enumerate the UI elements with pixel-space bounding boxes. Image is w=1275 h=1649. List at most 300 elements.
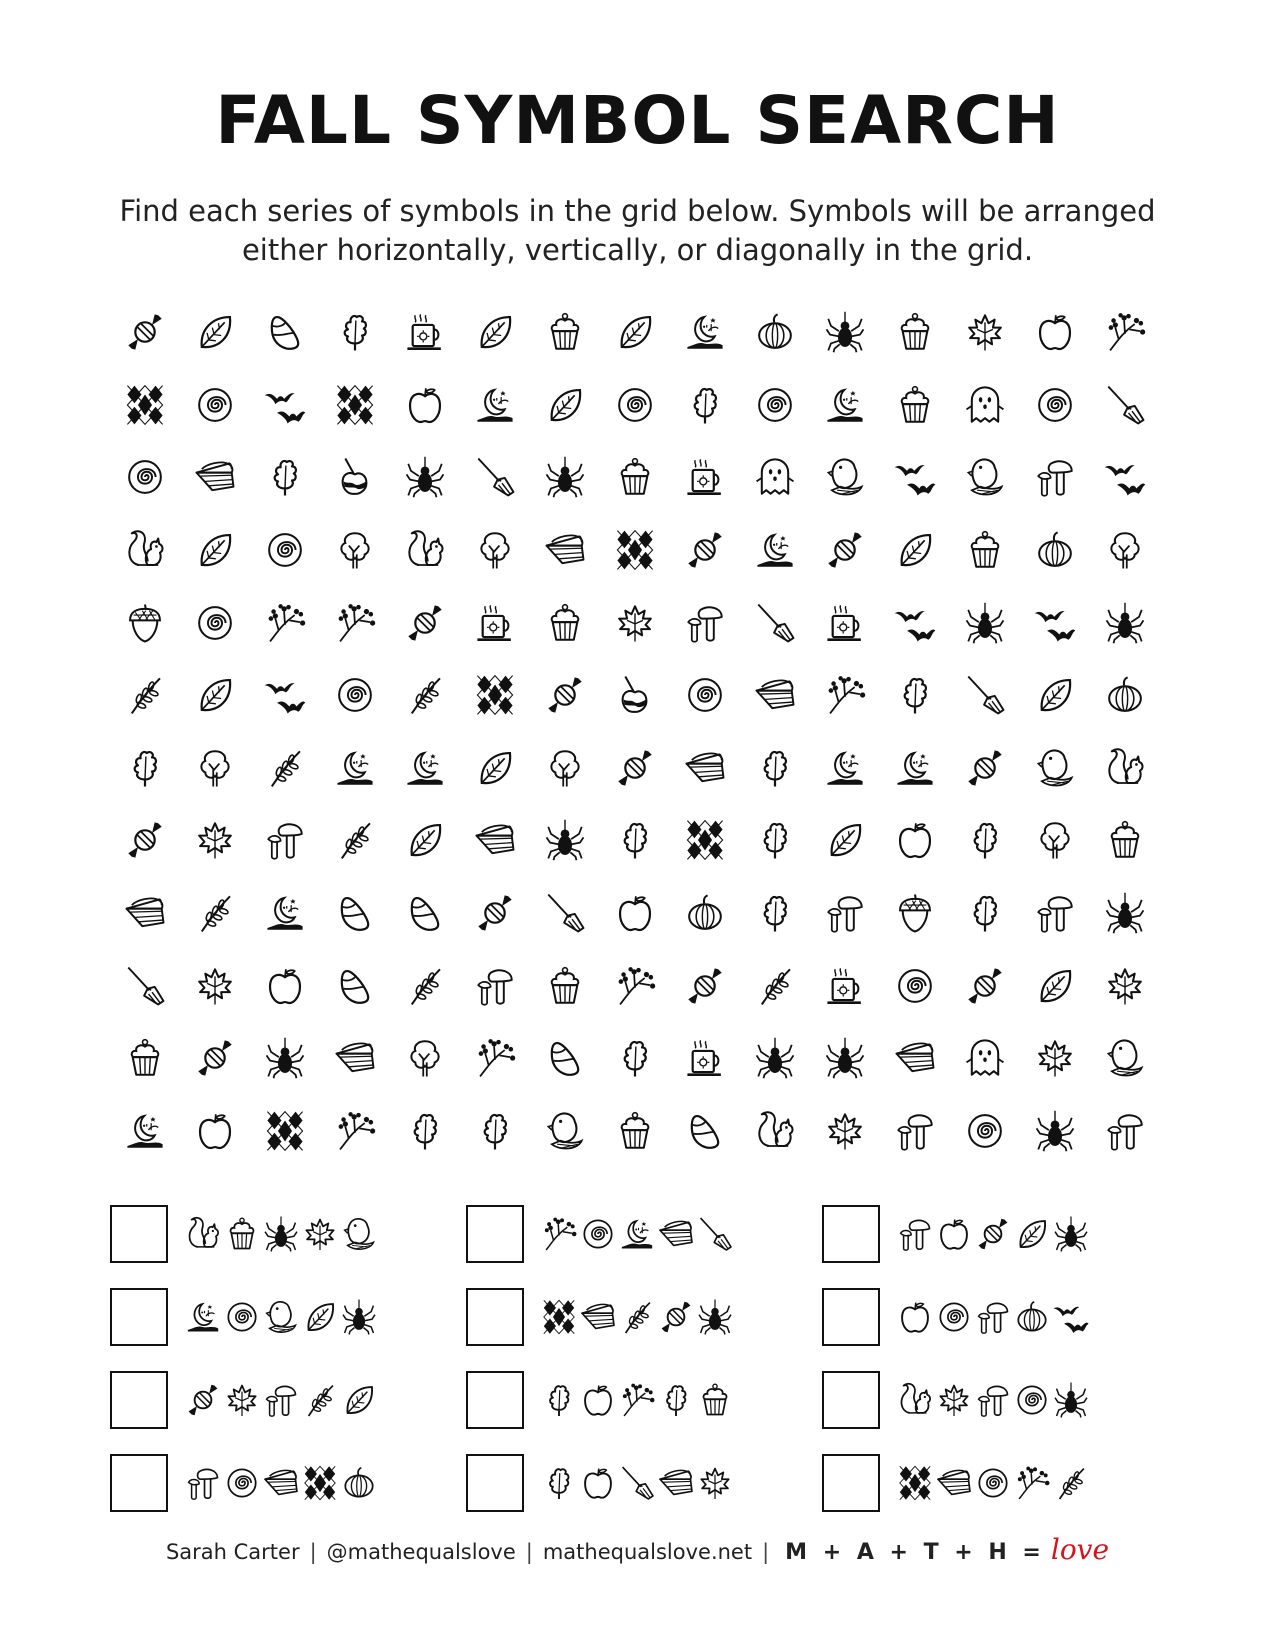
- broom-icon: [618, 1464, 656, 1502]
- grid-cell: [320, 659, 390, 732]
- instructions: Find each series of symbols in the grid below. Symbols will be arranged either horizontally, vertically, or diagonally in the grid.: [119, 194, 1156, 267]
- oakleaf-icon: [753, 818, 797, 862]
- grid-cell: [250, 369, 320, 442]
- spider-icon: [1052, 1381, 1090, 1419]
- search-task: [822, 1441, 1178, 1524]
- leaf-icon: [823, 818, 867, 862]
- cupcake-icon: [543, 964, 587, 1008]
- grid-cell: [460, 732, 530, 805]
- apple-icon: [263, 964, 307, 1008]
- grid-cell: [460, 441, 530, 514]
- mushroom-icon: [184, 1464, 222, 1502]
- grid-cell: [740, 586, 810, 659]
- grid-cell: [180, 296, 250, 369]
- grid-cell: [950, 877, 1020, 950]
- grid-cell: [740, 949, 810, 1022]
- grid-cell: [1020, 1022, 1090, 1095]
- symbol-sequence: [540, 1381, 735, 1419]
- swirl-icon: [683, 673, 727, 717]
- oakleaf-icon: [683, 383, 727, 427]
- grid-cell: [250, 949, 320, 1022]
- swirl-icon: [333, 673, 377, 717]
- grid-cell: [1090, 1095, 1160, 1168]
- grid-cell: [250, 514, 320, 587]
- candy-icon: [123, 818, 167, 862]
- broom-icon: [963, 673, 1007, 717]
- berries-icon: [333, 1109, 377, 1153]
- grid-cell: [950, 1022, 1020, 1095]
- spider-icon: [823, 310, 867, 354]
- mushroom-icon: [823, 891, 867, 935]
- oakleaf-icon: [963, 891, 1007, 935]
- grid-cell: [740, 877, 810, 950]
- mug-icon: [683, 1036, 727, 1080]
- grid-cell: [460, 659, 530, 732]
- search-task: [466, 1192, 822, 1275]
- candy-icon: [543, 673, 587, 717]
- oakleaf-icon: [473, 1109, 517, 1153]
- candy-icon: [963, 964, 1007, 1008]
- grid-cell: [810, 441, 880, 514]
- candycorn-icon: [333, 891, 377, 935]
- grid-cell: [530, 949, 600, 1022]
- oakleaf-icon: [753, 891, 797, 935]
- grid-cell: [320, 441, 390, 514]
- grid-cell: [460, 1022, 530, 1095]
- grid-cell: [390, 441, 460, 514]
- spider-icon: [543, 455, 587, 499]
- pumpkin-icon: [753, 310, 797, 354]
- bats-icon: [263, 383, 307, 427]
- grid-cell: [600, 1095, 670, 1168]
- bats-icon: [893, 601, 937, 645]
- grid-cell: [390, 732, 460, 805]
- task-checkbox[interactable]: [466, 1288, 524, 1346]
- argyle-icon: [540, 1298, 578, 1336]
- grid-cell: [250, 441, 320, 514]
- cupcake-icon: [696, 1381, 734, 1419]
- grid-cell: [180, 1095, 250, 1168]
- mushroom-icon: [974, 1298, 1012, 1336]
- task-checkbox[interactable]: [110, 1205, 168, 1263]
- grid-cell: [390, 296, 460, 369]
- maple-icon: [613, 601, 657, 645]
- apple-icon: [613, 891, 657, 935]
- symbol-sequence: [896, 1381, 1091, 1419]
- maple-icon: [193, 964, 237, 1008]
- apple-icon: [893, 818, 937, 862]
- mushroom-icon: [683, 601, 727, 645]
- grid-cell: [1020, 514, 1090, 587]
- grid-cell: [600, 296, 670, 369]
- leaf-icon: [543, 383, 587, 427]
- moon-icon: [333, 746, 377, 790]
- grid-cell: [600, 586, 670, 659]
- grid-cell: [460, 877, 530, 950]
- grid-cell: [670, 1095, 740, 1168]
- cupcake-icon: [543, 601, 587, 645]
- ghost-icon: [963, 1036, 1007, 1080]
- task-checkbox[interactable]: [466, 1371, 524, 1429]
- beaver-icon: [1103, 1036, 1147, 1080]
- grid-cell: [810, 514, 880, 587]
- grid-cell: [320, 514, 390, 587]
- candy-icon: [683, 528, 727, 572]
- swirl-icon: [963, 1109, 1007, 1153]
- symbol-sequence: [184, 1381, 379, 1419]
- symbol-sequence: [184, 1215, 379, 1253]
- task-checkbox[interactable]: [110, 1371, 168, 1429]
- search-task: [822, 1358, 1178, 1441]
- oakleaf-icon: [893, 673, 937, 717]
- swirl-icon: [1033, 383, 1077, 427]
- grid-cell: [950, 804, 1020, 877]
- grid-cell: [180, 441, 250, 514]
- grid-cell: [670, 441, 740, 514]
- symbol-grid: [110, 296, 1160, 1167]
- spider-icon: [753, 1036, 797, 1080]
- separator: |: [525, 1540, 533, 1564]
- grid-cell: [670, 877, 740, 950]
- grid-cell: [740, 514, 810, 587]
- candy-icon: [963, 746, 1007, 790]
- grid-cell: [460, 1095, 530, 1168]
- mushroom-icon: [1033, 891, 1077, 935]
- berries-icon: [540, 1215, 578, 1253]
- candycorn-icon: [403, 891, 447, 935]
- grid-cell: [110, 949, 180, 1022]
- grid-cell: [810, 877, 880, 950]
- grid-cell: [110, 732, 180, 805]
- grid-cell: [320, 369, 390, 442]
- candy-icon: [613, 746, 657, 790]
- grid-cell: [110, 441, 180, 514]
- squirrel-icon: [123, 528, 167, 572]
- candycorn-icon: [333, 964, 377, 1008]
- grid-cell: [250, 1022, 320, 1095]
- grid-cell: [320, 732, 390, 805]
- grid-cell: [880, 369, 950, 442]
- grid-cell: [670, 949, 740, 1022]
- grid-cell: [810, 949, 880, 1022]
- swirl-icon: [193, 383, 237, 427]
- spider-icon: [340, 1298, 378, 1336]
- search-task: [822, 1192, 1178, 1275]
- grid-cell: [880, 804, 950, 877]
- pie-icon: [657, 1215, 695, 1253]
- grid-cell: [740, 1022, 810, 1095]
- grid-cell: [600, 441, 670, 514]
- broom-icon: [543, 891, 587, 935]
- apple-icon: [403, 383, 447, 427]
- spider-icon: [1052, 1215, 1090, 1253]
- berries-icon: [1013, 1464, 1051, 1502]
- apple-icon: [579, 1464, 617, 1502]
- grid-cell: [670, 369, 740, 442]
- grid-cell: [530, 514, 600, 587]
- grid-cell: [110, 1095, 180, 1168]
- mushroom-icon: [263, 818, 307, 862]
- cupcake-icon: [613, 1109, 657, 1153]
- grid-cell: [950, 1095, 1020, 1168]
- grid-cell: [180, 1022, 250, 1095]
- grid-cell: [110, 586, 180, 659]
- fern-icon: [618, 1298, 656, 1336]
- grid-cell: [530, 732, 600, 805]
- berries-icon: [333, 601, 377, 645]
- grid-cell: [110, 659, 180, 732]
- fern-icon: [193, 891, 237, 935]
- task-checkbox[interactable]: [822, 1288, 880, 1346]
- grid-cell: [320, 877, 390, 950]
- spider-icon: [262, 1215, 300, 1253]
- candycorn-icon: [543, 1036, 587, 1080]
- maple-icon: [823, 1109, 867, 1153]
- grid-cell: [810, 804, 880, 877]
- grid-cell: [880, 1022, 950, 1095]
- leaf-icon: [473, 746, 517, 790]
- beaver-icon: [1033, 746, 1077, 790]
- candy-icon: [657, 1298, 695, 1336]
- tree-icon: [403, 1036, 447, 1080]
- grid-cell: [180, 732, 250, 805]
- task-checkbox[interactable]: [110, 1454, 168, 1512]
- search-task: [466, 1441, 822, 1524]
- moon-icon: [403, 746, 447, 790]
- mug-icon: [683, 455, 727, 499]
- argyle-icon: [263, 1109, 307, 1153]
- grid-cell: [810, 1022, 880, 1095]
- broom-icon: [1103, 383, 1147, 427]
- grid-cell: [460, 586, 530, 659]
- candy-icon: [184, 1381, 222, 1419]
- task-checkbox[interactable]: [110, 1288, 168, 1346]
- grid-cell: [110, 514, 180, 587]
- grid-cell: [880, 659, 950, 732]
- cupcake-icon: [123, 1036, 167, 1080]
- grid-cell: [250, 1095, 320, 1168]
- grid-cell: [530, 296, 600, 369]
- grid-cell: [320, 1022, 390, 1095]
- broom-icon: [123, 964, 167, 1008]
- grid-cell: [880, 586, 950, 659]
- berries-icon: [1103, 310, 1147, 354]
- apple-icon: [1033, 310, 1077, 354]
- pumpkin-icon: [1033, 528, 1077, 572]
- grid-cell: [390, 369, 460, 442]
- apple-icon: [193, 1109, 237, 1153]
- grid-cell: [880, 732, 950, 805]
- grid-cell: [600, 1022, 670, 1095]
- pumpkin-icon: [1013, 1298, 1051, 1336]
- cupcake-icon: [1103, 818, 1147, 862]
- grid-cell: [1020, 877, 1090, 950]
- swirl-icon: [193, 601, 237, 645]
- grid-cell: [740, 296, 810, 369]
- symbol-sequence: [896, 1298, 1091, 1336]
- grid-cell: [250, 732, 320, 805]
- task-checkbox[interactable]: [822, 1371, 880, 1429]
- argyle-icon: [896, 1464, 934, 1502]
- leaf-icon: [193, 310, 237, 354]
- grid-cell: [1090, 514, 1160, 587]
- footer-author: Sarah Carter: [165, 1540, 300, 1564]
- pumpkin-icon: [1103, 673, 1147, 717]
- tree-icon: [193, 746, 237, 790]
- tree-icon: [1033, 818, 1077, 862]
- bats-icon: [1033, 601, 1077, 645]
- grid-cell: [1090, 441, 1160, 514]
- berries-icon: [263, 601, 307, 645]
- cupcake-icon: [223, 1215, 261, 1253]
- grid-cell: [390, 1095, 460, 1168]
- moon-icon: [823, 383, 867, 427]
- berries-icon: [613, 964, 657, 1008]
- mug-icon: [403, 310, 447, 354]
- grid-cell: [180, 804, 250, 877]
- grid-cell: [1020, 296, 1090, 369]
- bats-icon: [1052, 1298, 1090, 1336]
- maple-icon: [963, 310, 1007, 354]
- grid-cell: [600, 659, 670, 732]
- spider-icon: [1103, 891, 1147, 935]
- swirl-icon: [935, 1298, 973, 1336]
- grid-cell: [740, 441, 810, 514]
- bats-icon: [1103, 455, 1147, 499]
- search-task: [110, 1441, 466, 1524]
- grid-cell: [110, 369, 180, 442]
- broom-icon: [473, 455, 517, 499]
- oakleaf-icon: [657, 1381, 695, 1419]
- grid-cell: [460, 804, 530, 877]
- grid-cell: [530, 659, 600, 732]
- argyle-icon: [473, 673, 517, 717]
- swirl-icon: [579, 1215, 617, 1253]
- fern-icon: [753, 964, 797, 1008]
- moon-icon: [184, 1298, 222, 1336]
- candy-icon: [123, 310, 167, 354]
- swirl-icon: [613, 383, 657, 427]
- grid-cell: [390, 877, 460, 950]
- grid-cell: [530, 369, 600, 442]
- berries-icon: [473, 1036, 517, 1080]
- tree-icon: [333, 528, 377, 572]
- leaf-icon: [1013, 1215, 1051, 1253]
- candy-icon: [193, 1036, 237, 1080]
- spider-icon: [963, 601, 1007, 645]
- grid-cell: [460, 296, 530, 369]
- tree-icon: [473, 528, 517, 572]
- grid-cell: [880, 1095, 950, 1168]
- grid-cell: [880, 441, 950, 514]
- oakleaf-icon: [540, 1381, 578, 1419]
- cupcake-icon: [963, 528, 1007, 572]
- broom-icon: [696, 1215, 734, 1253]
- grid-cell: [1090, 369, 1160, 442]
- grid-cell: [320, 949, 390, 1022]
- grid-cell: [1020, 804, 1090, 877]
- grid-cell: [950, 732, 1020, 805]
- swirl-icon: [893, 964, 937, 1008]
- maple-icon: [301, 1215, 339, 1253]
- grid-cell: [110, 296, 180, 369]
- grid-cell: [600, 949, 670, 1022]
- squirrel-icon: [753, 1109, 797, 1153]
- grid-cell: [880, 514, 950, 587]
- cupcake-icon: [613, 455, 657, 499]
- grid-cell: [530, 804, 600, 877]
- grid-cell: [250, 296, 320, 369]
- fern-icon: [263, 746, 307, 790]
- grid-cell: [1020, 586, 1090, 659]
- spider-icon: [543, 818, 587, 862]
- swirl-icon: [974, 1464, 1012, 1502]
- grid-cell: [1020, 949, 1090, 1022]
- grid-cell: [530, 1095, 600, 1168]
- swirl-icon: [223, 1298, 261, 1336]
- grid-cell: [740, 804, 810, 877]
- tree-icon: [1103, 528, 1147, 572]
- swirl-icon: [263, 528, 307, 572]
- mushroom-icon: [896, 1215, 934, 1253]
- symbol-sequence: [184, 1464, 379, 1502]
- grid-cell: [950, 949, 1020, 1022]
- grid-cell: [460, 514, 530, 587]
- mushroom-icon: [473, 964, 517, 1008]
- beaver-icon: [963, 455, 1007, 499]
- leaf-icon: [340, 1381, 378, 1419]
- task-checkbox[interactable]: [822, 1454, 880, 1512]
- moon-icon: [123, 1109, 167, 1153]
- grid-cell: [950, 369, 1020, 442]
- leaf-icon: [1033, 964, 1077, 1008]
- grid-cell: [390, 659, 460, 732]
- grid-cell: [810, 1095, 880, 1168]
- spider-icon: [823, 1036, 867, 1080]
- apple-icon: [579, 1381, 617, 1419]
- task-checkbox[interactable]: [466, 1205, 524, 1263]
- grid-cell: [740, 1095, 810, 1168]
- grid-cell: [740, 659, 810, 732]
- moon-icon: [753, 528, 797, 572]
- brand-logo: M + A + T + H =: [785, 1540, 1045, 1565]
- fern-icon: [1052, 1464, 1090, 1502]
- search-task: [822, 1275, 1178, 1358]
- task-checkbox[interactable]: [822, 1205, 880, 1263]
- oakleaf-icon: [753, 746, 797, 790]
- grid-cell: [740, 732, 810, 805]
- argyle-icon: [123, 383, 167, 427]
- task-checkbox[interactable]: [466, 1454, 524, 1512]
- oakleaf-icon: [540, 1464, 578, 1502]
- mug-icon: [823, 601, 867, 645]
- apple-icon: [935, 1215, 973, 1253]
- mug-icon: [823, 964, 867, 1008]
- symbol-sequence: [540, 1298, 735, 1336]
- search-task-list: [110, 1192, 1178, 1524]
- grid-cell: [250, 659, 320, 732]
- grid-cell: [250, 586, 320, 659]
- grid-cell: [320, 586, 390, 659]
- moon-icon: [263, 891, 307, 935]
- grid-cell: [810, 296, 880, 369]
- pie-icon: [683, 746, 727, 790]
- grid-cell: [460, 949, 530, 1022]
- grid-cell: [250, 804, 320, 877]
- ghost-icon: [963, 383, 1007, 427]
- squirrel-icon: [403, 528, 447, 572]
- grid-cell: [1090, 949, 1160, 1022]
